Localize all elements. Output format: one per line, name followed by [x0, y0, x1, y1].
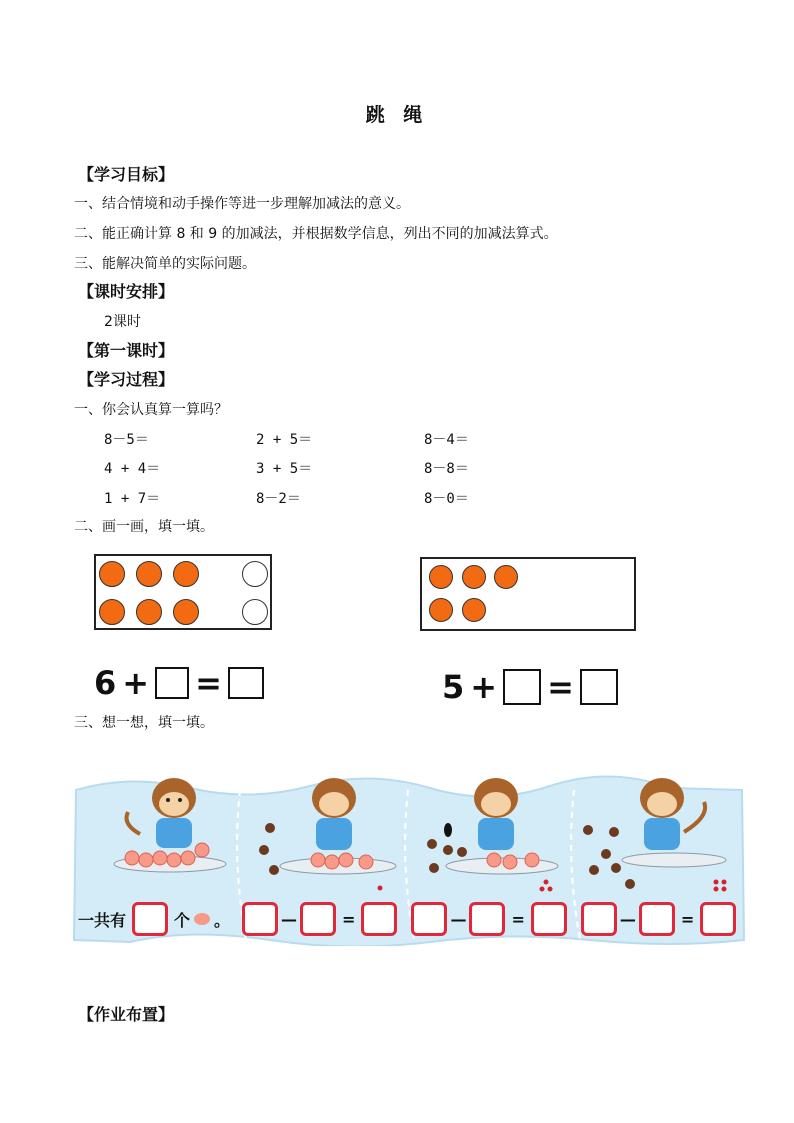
answer-box[interactable] [411, 902, 447, 936]
homework-heading: 【作业布置】 [78, 1005, 175, 1024]
total-label: 一共有 [78, 910, 127, 930]
filled-dot [136, 599, 162, 625]
plus-sign: + [470, 668, 498, 706]
page-title: 跳 绳 [365, 104, 429, 126]
filled-dot [173, 599, 199, 625]
plus-sign: + [122, 664, 150, 702]
calc-cell: 8－4＝ [424, 432, 469, 448]
process-heading: 【学习过程】 [78, 370, 175, 389]
part1-title: 一、你会认真算一算吗？ [74, 402, 228, 418]
equation-right [442, 668, 618, 706]
calc-cell: 1 + 7＝ [104, 491, 161, 507]
filled-dot [173, 561, 199, 587]
answer-box[interactable] [300, 902, 336, 936]
peach-icon [194, 913, 210, 925]
answer-box[interactable] [503, 669, 541, 705]
filled-dot [462, 598, 486, 622]
filled-dot [99, 599, 125, 625]
goal-3: 三、能解决简单的实际问题。 [74, 256, 256, 272]
answer-box[interactable] [580, 669, 618, 705]
answer-box[interactable] [132, 902, 168, 936]
schedule-heading: 【课时安排】 [78, 282, 175, 301]
answer-box[interactable] [581, 902, 617, 936]
calc-cell: 4 + 4＝ [104, 461, 161, 477]
equals-sign: = [547, 668, 574, 706]
calc-cell: 8－0＝ [424, 491, 469, 507]
filled-dot [99, 561, 125, 587]
empty-dot [242, 599, 268, 625]
goal-2: 二、能正确计算 8 和 9 的加减法，并根据数学信息，列出不同的加减法算式。 [74, 226, 558, 242]
goals-heading: 【学习目标】 [78, 165, 175, 184]
fill-in-row [78, 902, 736, 936]
calc-cell: 8－2＝ [256, 491, 301, 507]
minus-sign: — [281, 909, 298, 929]
unit-label: 个 [174, 910, 191, 930]
answer-box[interactable] [531, 902, 567, 936]
ten-frame-left [94, 554, 272, 630]
equation-number: 5 [442, 668, 465, 706]
equals-sign: = [511, 909, 525, 929]
answer-box[interactable] [700, 902, 736, 936]
equals-sign: = [680, 909, 695, 929]
calc-cell: 8－8＝ [424, 461, 469, 477]
filled-dot [429, 565, 453, 589]
filled-dot [494, 565, 518, 589]
filled-dot [136, 561, 162, 587]
end-label: 。 [214, 910, 231, 930]
part2-title: 二、画一画，填一填。 [74, 519, 214, 535]
answer-box[interactable] [469, 902, 505, 936]
calc-cell: 3 + 5＝ [256, 461, 313, 477]
goal-1: 一、结合情境和动手操作等进一步理解加减法的意义。 [74, 196, 410, 212]
answer-box[interactable] [639, 902, 675, 936]
empty-dot [242, 561, 268, 587]
calc-cell: 8－5＝ [104, 432, 149, 448]
minus-sign: — [450, 909, 467, 929]
calc-cell: 2 + 5＝ [256, 432, 313, 448]
monkey-illustration [70, 772, 746, 946]
part3-title: 三、想一想，填一填。 [74, 715, 214, 731]
lesson-heading: 【第一课时】 [78, 341, 175, 360]
equation-left [94, 664, 264, 702]
filled-dot [462, 565, 486, 589]
schedule-value: 2课时 [104, 314, 141, 330]
equals-sign: = [195, 664, 222, 702]
answer-box[interactable] [242, 902, 278, 936]
equals-sign: = [342, 909, 356, 929]
equation-number: 6 [94, 664, 117, 702]
answer-box[interactable] [361, 902, 397, 936]
answer-box[interactable] [228, 667, 264, 699]
filled-dot [429, 598, 453, 622]
ten-frame-right [420, 557, 636, 631]
minus-sign: — [619, 909, 636, 929]
answer-box[interactable] [155, 667, 189, 699]
